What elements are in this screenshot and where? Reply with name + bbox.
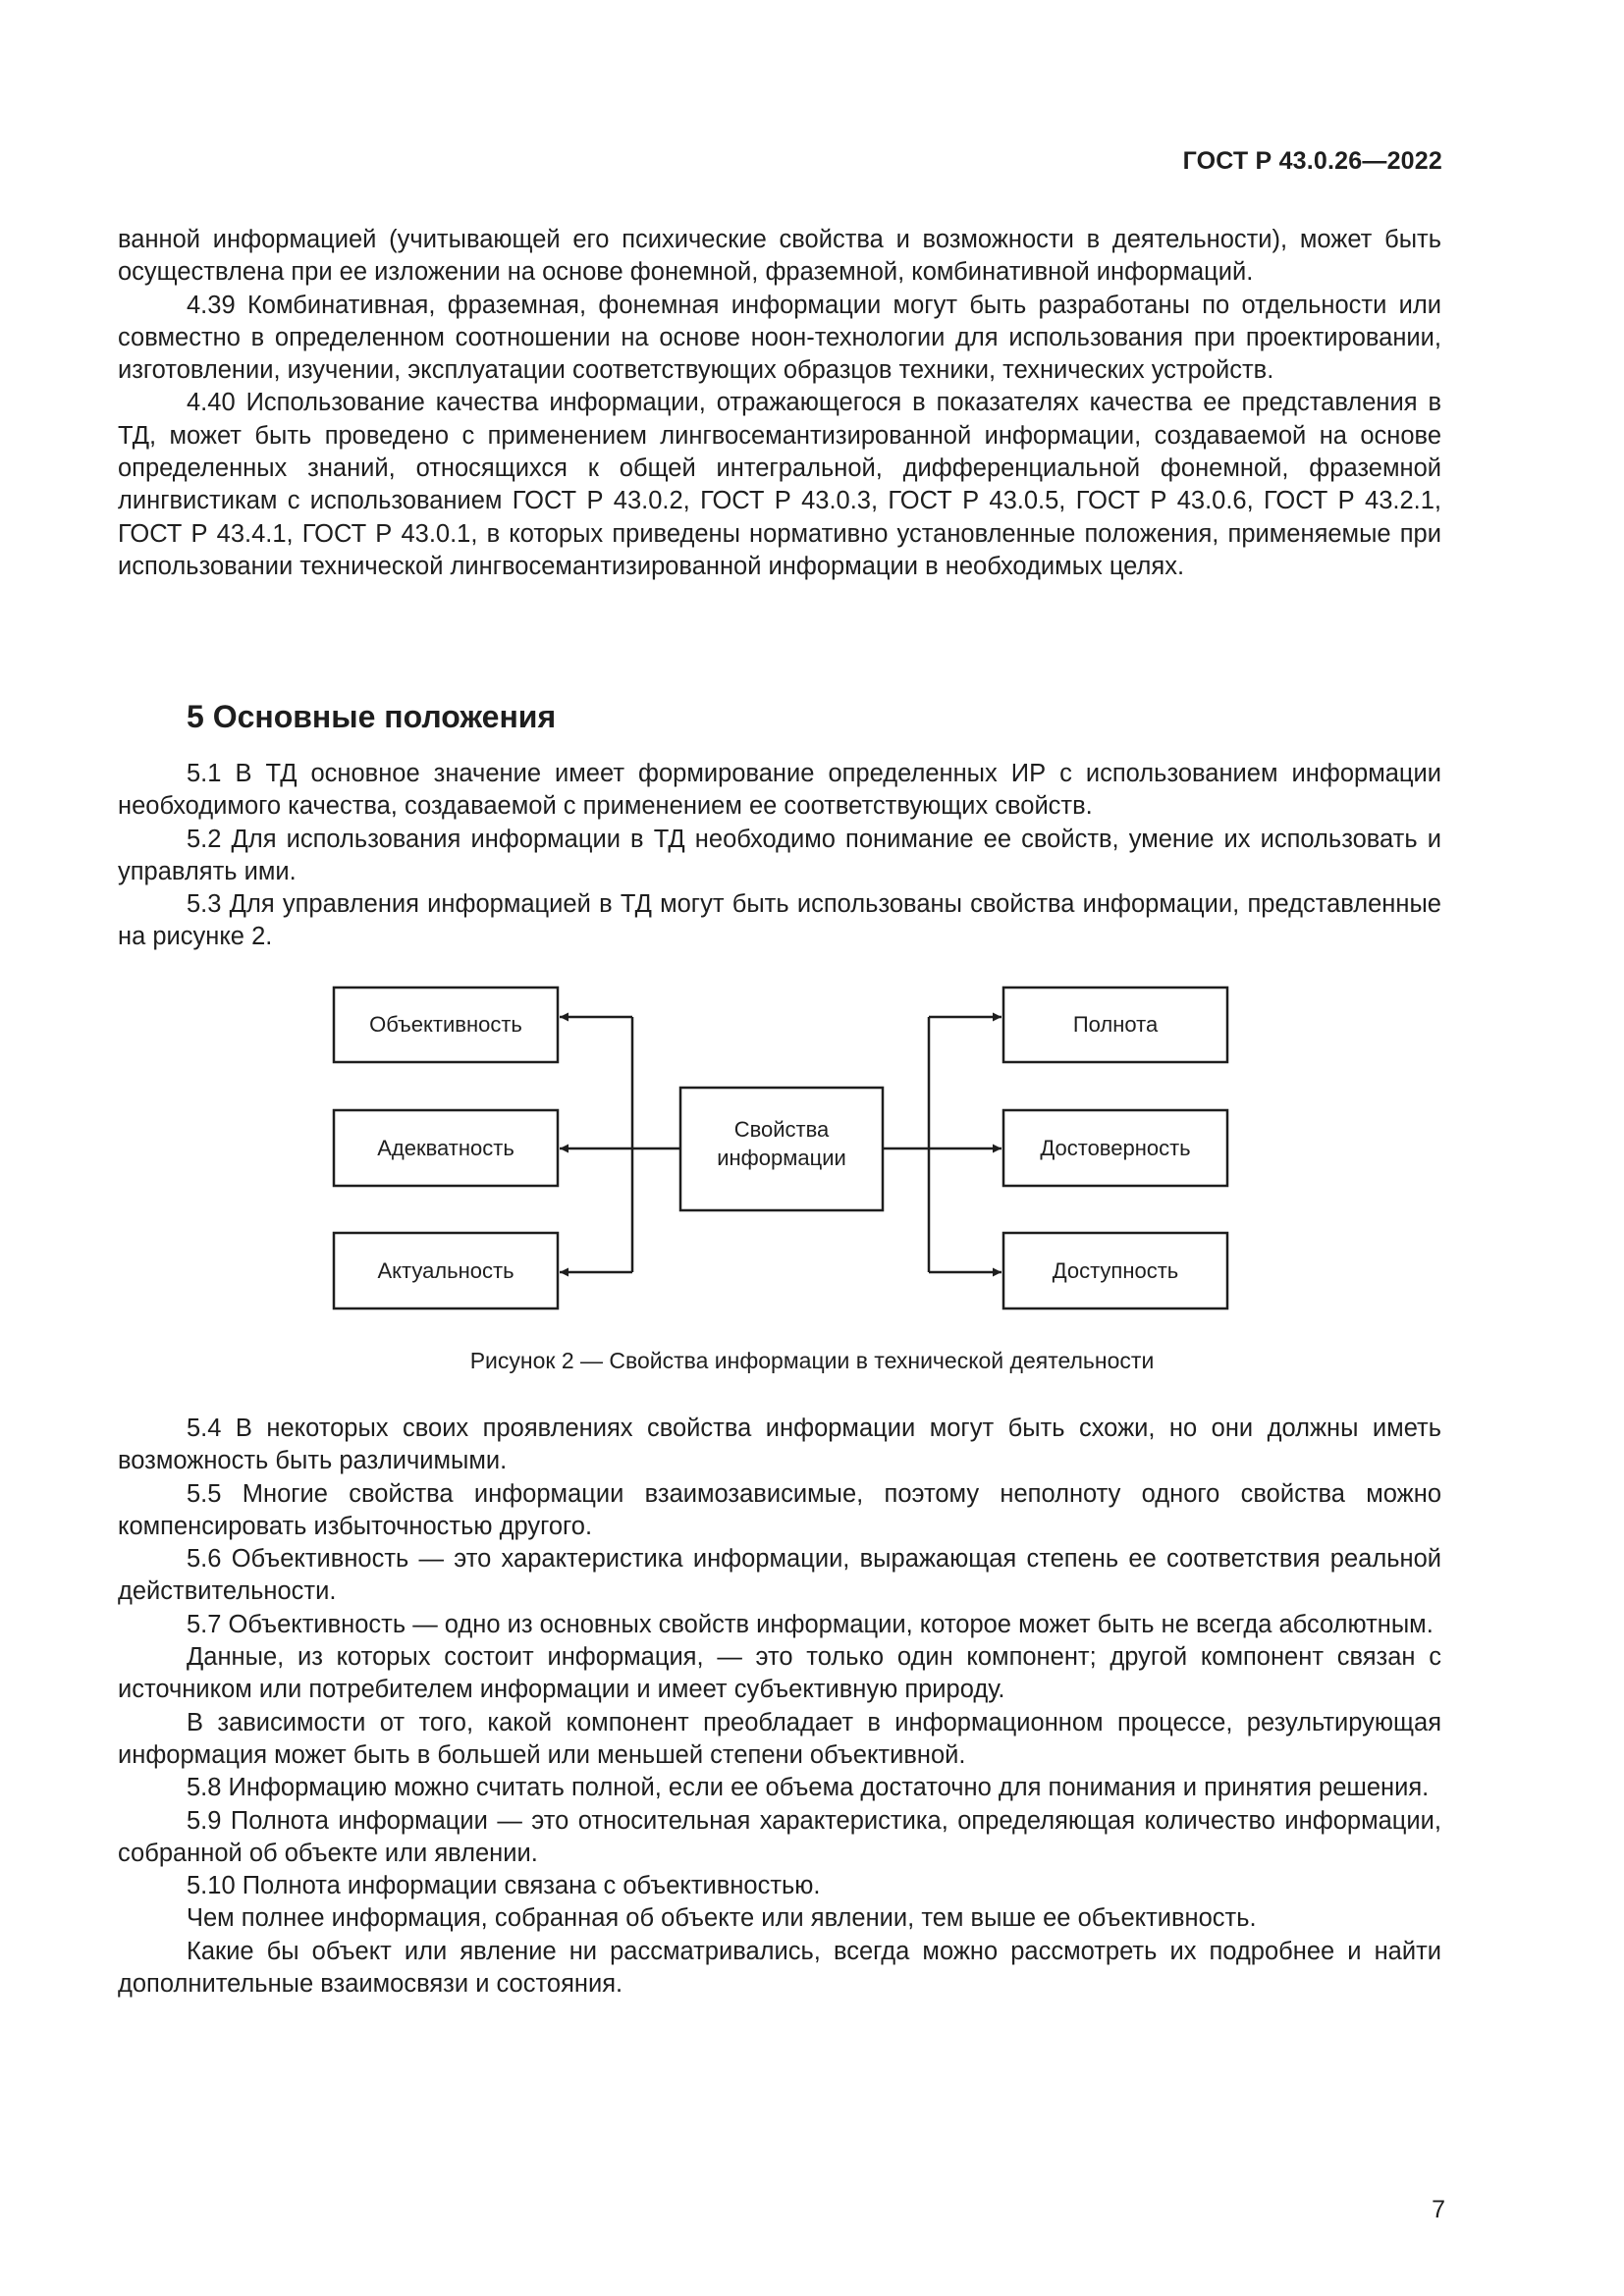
figure-caption: Рисунок 2 — Свойства информации в технической деятельности bbox=[469, 1348, 1155, 1373]
page-number: 7 bbox=[1432, 2196, 1445, 2223]
paragraph-5-5: 5.5 Многие свойства информации взаимозависимые, поэтому неполноту одного свойства можно компенсировать избыточностью другого. bbox=[118, 1479, 1441, 1540]
paragraph-5-3: 5.3 Для управления информацией в ТД могут быть использованы свойства информации, представленные на рисунке 2. bbox=[118, 890, 1441, 951]
paragraph-5-2: 5.2 Для использования информации в ТД необходимо понимание ее свойств, умение их использовать и управлять ими. bbox=[118, 825, 1441, 885]
paragraph-5-9: 5.9 Полнота информации — это относительная характеристика, определяющая количество информации, собранной об объекте или явлении. bbox=[118, 1806, 1441, 1867]
section-5-text-block-b bbox=[118, 1413, 1441, 2001]
paragraph-5-7-data: Данные, из которых состоит информация, — это только один компонент; другой компонент связан с источником или потребителем информации и имеет субъективную природу. bbox=[118, 1643, 1441, 1704]
paragraph-5-4: 5.4 В некоторых своих проявлениях свойства информации могут быть схожи, но они должны иметь возможность быть различимыми. bbox=[118, 1415, 1441, 1475]
center-label-line1: Свойства bbox=[733, 1117, 830, 1142]
paragraph-5-7-dependence: В зависимости от того, какой компонент преобладает в информационном процессе, результирующая информация может быть в большей или меньшей степени объективной. bbox=[118, 1708, 1441, 1769]
label-objectivity: Объективность bbox=[369, 1012, 522, 1037]
paragraph-5-10-any: Какие бы объект или явление ни рассматривались, всегда можно рассмотреть их подробнее и найти дополнительные взаимосвязи и состояния. bbox=[118, 1937, 1441, 1999]
document-code: ГОСТ Р 43.0.26—2022 bbox=[1182, 147, 1442, 175]
paragraph-continuation: ванной информацией (учитывающей его психические свойства и возможности в деятельности), может быть осуществлена при ее изложении на основе фонемной, фраземной, комбинативной информаций. bbox=[118, 226, 1441, 287]
paragraph-4-39: 4.39 Комбинативная, фраземная, фонемная информации могут быть разработаны по отдельности или совместно в определенном соотношении на основе ноон-технологии для использования при проектировании, изготовлении, изучении, эксплуатации соответствующих образцов техники, технических устройств. bbox=[118, 291, 1441, 385]
paragraph-5-1: 5.1 В ТД основное значение имеет формирование определенных ИР с использованием информации необходимого качества, создаваемой с применением ее соответствующих свойств. bbox=[118, 760, 1441, 821]
paragraph-5-6: 5.6 Объективность — это характеристика информации, выражающая степень ее соответствия реальной действительности. bbox=[118, 1545, 1441, 1606]
label-reliability: Достоверность bbox=[1040, 1136, 1191, 1160]
label-adequacy: Адекватность bbox=[377, 1136, 514, 1160]
paragraph-5-10-fuller: Чем полнее информация, собранная об объекте или явлении, тем выше ее объективность. bbox=[187, 1904, 1257, 1933]
paragraph-5-8: 5.8 Информацию можно считать полной, если ее объема достаточно для понимания и принятия решения. bbox=[187, 1774, 1430, 1802]
paragraph-5-10: 5.10 Полнота информации связана с объективностью. bbox=[187, 1872, 821, 1900]
left-connectors bbox=[560, 1017, 680, 1272]
right-connectors bbox=[883, 1017, 1001, 1272]
paragraph-4-40: 4.40 Использование качества информации, отражающегося в показателях качества ее представления в ТД, может быть проведено с применением лингвосемантизированной информации, создаваемой на основе определенных знаний, относящихся к общей интегральной, дифференциальной фонемной, фраземной лингвистикам с использованием ГОСТ Р 43.0.2, ГОСТ Р 43.0.3, ГОСТ Р 43.0.5, ГОСТ Р 43.0.6, ГОСТ Р 43.2.1, ГОСТ Р 43.4.1, ГОСТ Р 43.0.1, в которых приведены нормативно установленные положения, применяемые при использовании технической лингвосемантизированной информации в необходимых целях. bbox=[118, 389, 1441, 580]
center-label-line2: информации bbox=[717, 1146, 846, 1170]
paragraph-5-7: 5.7 Объективность — одно из основных свойств информации, которое может быть не всегда абсолютным. bbox=[187, 1610, 1434, 1638]
section-title: 5 Основные положения bbox=[187, 699, 557, 734]
label-accessibility: Доступность bbox=[1052, 1258, 1179, 1283]
label-completeness: Полнота bbox=[1072, 1012, 1159, 1037]
label-relevance: Актуальность bbox=[377, 1258, 514, 1283]
